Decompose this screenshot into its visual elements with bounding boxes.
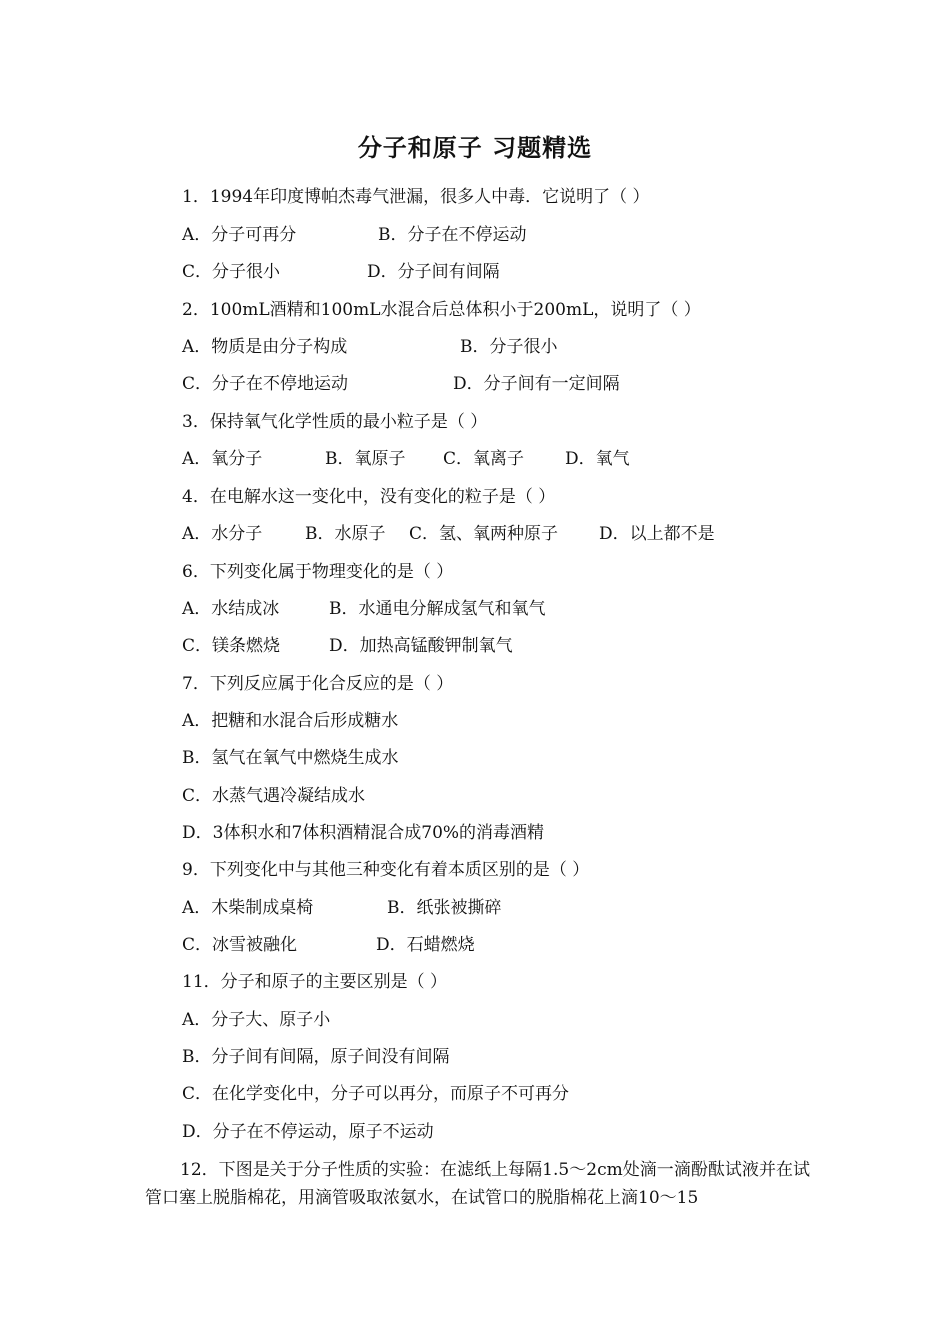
page-title: 分子和原子 习题精选	[357, 133, 593, 162]
question-1-option-d: D．分子间有间隔	[367, 262, 500, 282]
question-7-option-d: D．3体积水和7体积酒精混合成70%的消毒酒精	[182, 823, 545, 843]
question-4-stem: 4．在电解水这一变化中，没有变化的粒子是（ ）	[182, 487, 556, 507]
question-2-option-d: D．分子间有一定间隔	[453, 374, 620, 394]
question-7-option-a: A．把糖和水混合后形成糖水	[182, 711, 399, 731]
question-7-option-c: C．水蒸气遇冷凝结成水	[182, 786, 366, 806]
question-9-option-d: D．石蜡燃烧	[376, 935, 475, 955]
question-2-option-b: B．分子很小	[460, 337, 558, 357]
question-11-option-d: D．分子在不停运动，原子不运动	[182, 1122, 434, 1142]
question-3-stem: 3．保持氧气化学性质的最小粒子是（ ）	[182, 412, 488, 432]
question-4-option-d: D．以上都不是	[599, 524, 715, 544]
question-9-option-a: A．木柴制成桌椅	[182, 898, 314, 918]
question-11-option-c: C．在化学变化中，分子可以再分，而原子不可再分	[182, 1084, 570, 1104]
question-3-option-c: C．氧离子	[443, 449, 525, 469]
question-9-option-b: B．纸张被撕碎	[387, 898, 502, 918]
question-2-stem: 2．100mL酒精和100mL水混合后总体积小于200mL，说明了（ ）	[182, 300, 701, 320]
question-3-option-a: A．氧分子	[182, 449, 263, 469]
question-4-option-c: C．氢、氧两种原子	[409, 524, 559, 544]
question-1-stem: 1．1994年印度博帕杰毒气泄漏，很多人中毒．它说明了（ ）	[182, 187, 650, 207]
question-9-option-c: C．冰雪被融化	[182, 935, 298, 955]
question-6-stem: 6．下列变化属于物理变化的是（ ）	[182, 562, 454, 582]
question-6-option-a: A．水结成冰	[182, 599, 280, 619]
question-4-option-a: A．水分子	[182, 524, 263, 544]
question-12-stem: 12．下图是关于分子性质的实验：在滤纸上每隔1.5～2cm处滴一滴酚酞试液并在试管口塞上脱脂棉花，用滴管吸取浓氨水，在试管口的脱脂棉花上滴10～15	[145, 1160, 810, 1208]
question-7-stem: 7．下列反应属于化合反应的是（ ）	[182, 674, 454, 694]
question-11-option-a: A．分子大、原子小	[182, 1010, 331, 1030]
question-6-option-c: C．镁条燃烧	[182, 636, 281, 656]
question-1-option-a: A．分子可再分	[182, 225, 297, 245]
question-1-option-c: C．分子很小	[182, 262, 281, 282]
question-11-option-b: B．分子间有间隔，原子间没有间隔	[182, 1047, 450, 1067]
question-2-option-a: A．物质是由分子构成	[182, 337, 348, 357]
question-6-option-d: D．加热高锰酸钾制氧气	[329, 636, 513, 656]
question-2-option-c: C．分子在不停地运动	[182, 374, 349, 394]
question-9-stem: 9．下列变化中与其他三种变化有着本质区别的是（ ）	[182, 860, 590, 880]
question-3-option-b: B．氧原子	[325, 449, 406, 469]
question-4-option-b: B．水原子	[305, 524, 386, 544]
question-6-option-b: B．水通电分解成氢气和氧气	[329, 599, 546, 619]
question-3-option-d: D．氧气	[565, 449, 630, 469]
question-11-stem: 11．分子和原子的主要区别是（ ）	[182, 972, 448, 992]
question-1-option-b: B．分子在不停运动	[378, 225, 527, 245]
question-7-option-b: B．氢气在氧气中燃烧生成水	[182, 748, 399, 768]
